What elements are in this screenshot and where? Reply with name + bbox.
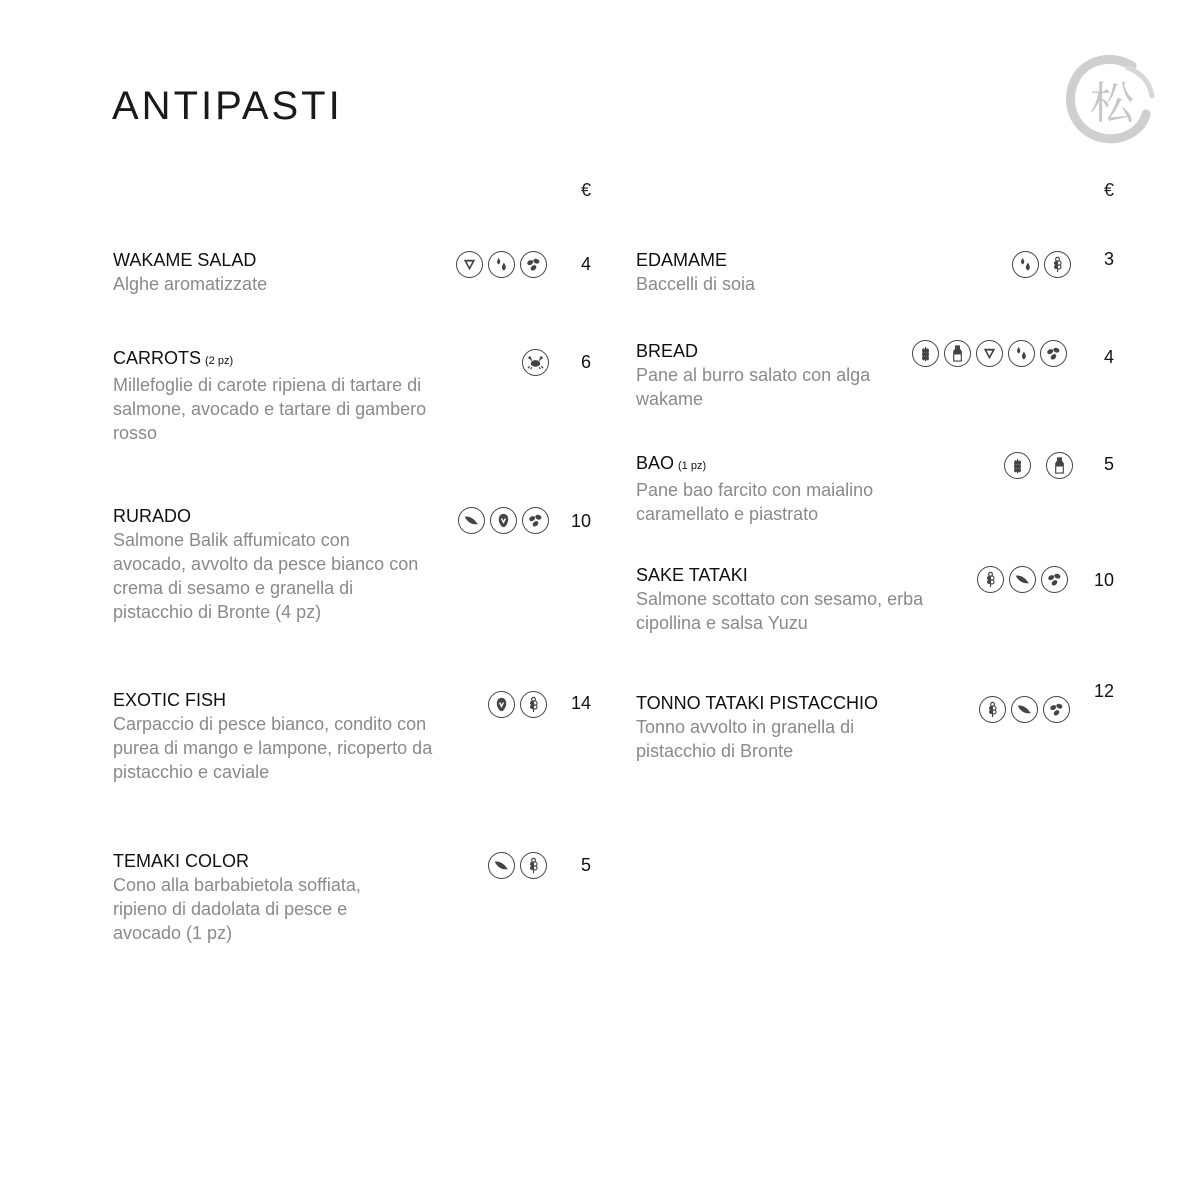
sesame-icon: [522, 507, 549, 534]
menu-item-tonno-tataki-pistacchio: [636, 691, 936, 763]
item-name: TEMAKI COLOR: [113, 851, 250, 871]
allergen-icons: [522, 349, 549, 376]
sesame-icon: [1041, 566, 1068, 593]
item-description: Salmone scottato con sesamo, erba cipollina e salsa Yuzu: [636, 589, 924, 633]
sulphites-icon: [456, 251, 483, 278]
item-name: RURADO: [113, 506, 192, 526]
lupin-icon: [1044, 251, 1071, 278]
allergen-icons: [912, 340, 1067, 367]
item-price: 6: [581, 352, 592, 372]
lupin-icon: [977, 566, 1004, 593]
item-price: 4: [1104, 347, 1115, 367]
menu-item-carrots: [113, 346, 433, 445]
lupin-icon: [520, 691, 547, 718]
nuts-icon: [488, 691, 515, 718]
item-quantity: (2 pz): [205, 355, 234, 367]
menu-item-wakame-salad: [113, 248, 433, 296]
item-price: 10: [571, 511, 592, 531]
item-description: Alghe aromatizzate: [113, 274, 268, 294]
section-title: ANTIPASTI: [112, 84, 343, 128]
fish-icon: [1009, 566, 1036, 593]
item-name: WAKAME SALAD: [113, 250, 257, 270]
svg-text:松: 松: [1090, 78, 1134, 129]
item-name: BREAD: [636, 341, 699, 361]
item-description: Cono alla barbabietola soffiata, ripieno di dadolata di pesce e avocado (1 pz): [113, 875, 361, 943]
fish-icon: [1011, 696, 1038, 723]
enso-logo-icon: [1062, 52, 1158, 148]
item-name: SAKE TATAKI: [636, 565, 748, 585]
allergen-icons: [488, 691, 547, 718]
menu-item-sake-tataki: [636, 563, 936, 635]
allergen-icons: [1012, 251, 1071, 278]
milk-icon: [1046, 452, 1073, 479]
item-price: 14: [571, 693, 592, 713]
allergen-icons: [488, 852, 547, 879]
item-name: BAO: [636, 453, 675, 473]
allergen-icons: [979, 696, 1070, 723]
soy-icon: [1008, 340, 1035, 367]
item-description: Carpaccio di pesce bianco, condito con purea di mango e lampone, ricoperto da pistacchio e caviale: [113, 714, 433, 782]
gluten-icon: [1004, 452, 1031, 479]
soy-icon: [1012, 251, 1039, 278]
item-name: EDAMAME: [636, 250, 728, 270]
item-description: Pane bao farcito con maialino caramellato e piastrato: [636, 480, 874, 524]
gluten-icon: [912, 340, 939, 367]
item-price: 10: [1094, 570, 1115, 590]
allergen-icons: [458, 507, 549, 534]
menu-item-bao: [636, 451, 926, 526]
nuts-icon: [490, 507, 517, 534]
item-description: Salmone Balik affumicato con avocado, avvolto da pesce bianco con crema di sesamo e granella di pistacchio di Bronte (4 pz): [113, 530, 419, 622]
lupin-icon: [520, 852, 547, 879]
sesame-icon: [520, 251, 547, 278]
item-price: 12: [1094, 681, 1115, 701]
sulphites-icon: [976, 340, 1003, 367]
item-name: EXOTIC FISH: [113, 690, 227, 710]
item-name: CARROTS: [113, 348, 202, 368]
allergen-icons: [1004, 452, 1073, 479]
currency-header-right: €: [1104, 180, 1115, 200]
allergen-icons: [977, 566, 1068, 593]
menu-item-edamame: [636, 248, 936, 296]
lupin-icon: [979, 696, 1006, 723]
item-name: TONNO TATAKI PISTACCHIO: [636, 693, 879, 713]
item-quantity: (1 pz): [678, 460, 707, 472]
item-description: Pane al burro salato con alga wakame: [636, 365, 871, 409]
fish-icon: [458, 507, 485, 534]
sesame-icon: [1040, 340, 1067, 367]
menu-item-rurado: [113, 504, 423, 624]
item-price: 3: [1104, 249, 1115, 269]
menu-item-temaki-color: [113, 849, 413, 945]
item-description: Baccelli di soia: [636, 274, 756, 294]
item-price: 5: [581, 855, 592, 875]
item-price: 4: [581, 254, 592, 274]
soy-icon: [488, 251, 515, 278]
menu-item-exotic-fish: [113, 688, 433, 784]
item-description: Millefoglie di carote ripiena di tartare di salmone, avocado e tartare di gambero rosso: [113, 375, 427, 443]
allergen-icons: [456, 251, 547, 278]
milk-icon: [944, 340, 971, 367]
menu-item-bread: [636, 339, 906, 411]
fish-icon: [488, 852, 515, 879]
currency-header-left: €: [581, 180, 592, 200]
item-description: Tonno avvolto in granella di pistacchio di Bronte: [636, 717, 855, 761]
item-price: 5: [1104, 454, 1115, 474]
restaurant-logo: [1062, 52, 1158, 148]
crustaceans-icon: [522, 349, 549, 376]
sesame-icon: [1043, 696, 1070, 723]
